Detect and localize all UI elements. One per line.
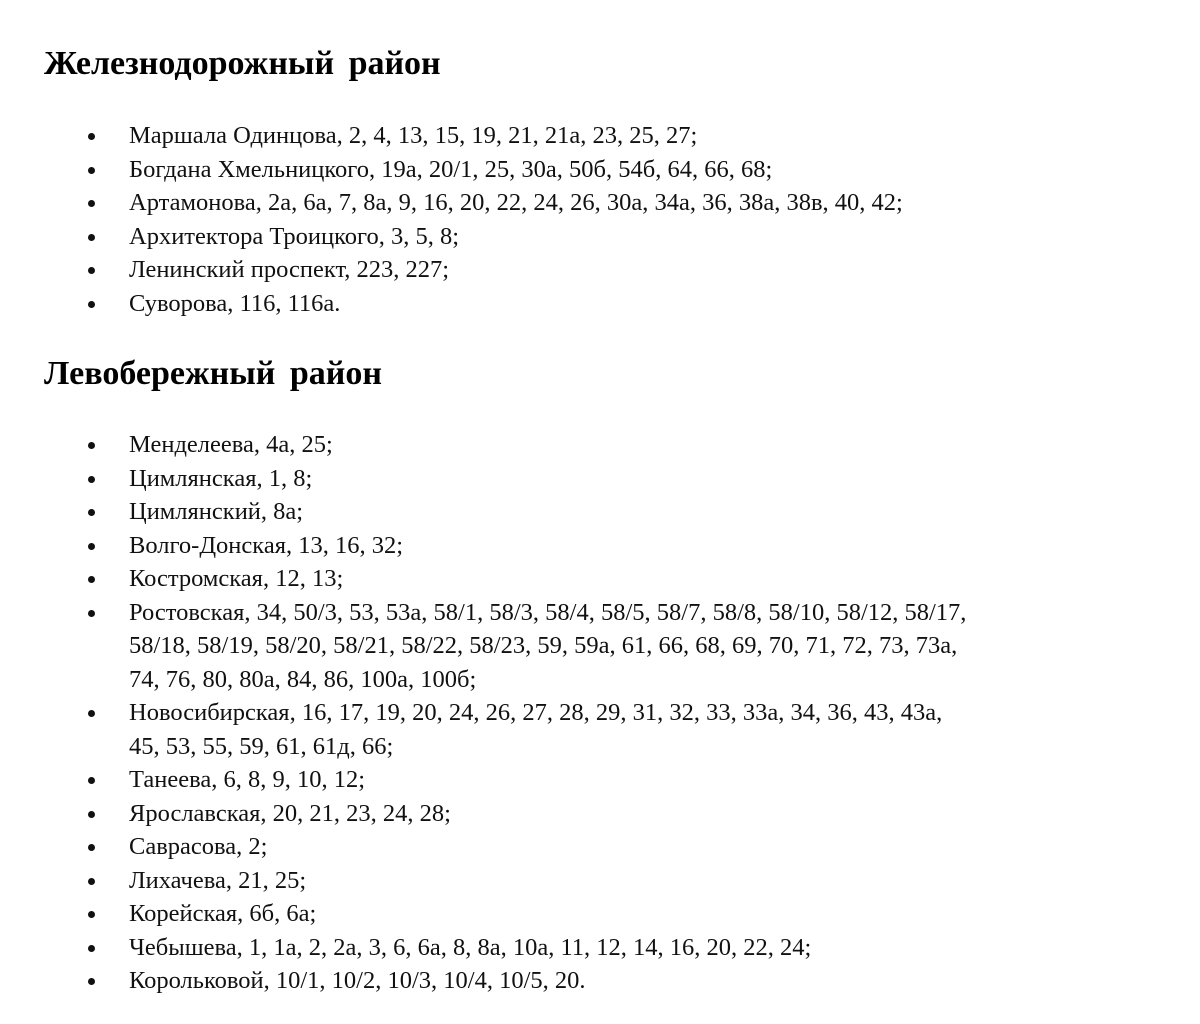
bullet-icon [88,442,95,449]
list-item-text: Ярославская, 20, 21, 23, 24, 28; [129,799,451,827]
list-item [0,931,1200,965]
list-item-text: Маршала Одинцова, 2, 4, 13, 15, 19, 21, 21а, 23, 25, 27; [129,122,698,149]
bullet-icon [88,777,95,784]
address-list-levoberezhny [0,428,1200,998]
bullet-icon [88,978,95,985]
bullet-icon [88,509,95,516]
list-item [0,220,1200,254]
list-item [0,763,1200,797]
address-list-zheleznodorozhny [0,119,1200,320]
list-item-text: Ростовская, 34, 50/3, 53, 53а, 58/1, 58/3, 58/4, 58/5, 58/7, 58/8, 58/10, 58/12, 58/17, [129,598,967,626]
list-item [0,119,1200,153]
bullet-icon [88,301,95,308]
list-item [0,864,1200,898]
list-item [0,529,1200,563]
bullet-icon [88,543,95,550]
bullet-icon [88,476,95,483]
list-item-text: Архитектора Троицкого, 3, 5, 8; [129,222,460,250]
bullet-icon [88,710,95,717]
bullet-icon [88,200,95,207]
list-item [0,897,1200,931]
list-item-text: Суворова, 116, 116а. [129,289,341,317]
list-item-text: 58/18, 58/19, 58/20, 58/21, 58/22, 58/23, 59, 59а, 61, 66, 68, 69, 70, 71, 72, 73, 73а, [129,632,958,659]
list-item-text: Менделеева, 4а, 25; [129,431,333,458]
list-item-text: Цимлянская, 1, 8; [129,464,313,492]
list-item-text: Ленинский проспект, 223, 227; [129,256,450,283]
list-item-text: 74, 76, 80, 80а, 84, 86, 100а, 100б; [129,665,477,693]
list-item [0,462,1200,496]
list-item-text: Волго-Донская, 13, 16, 32; [129,531,404,559]
bullet-icon [88,811,95,818]
list-item-text: Цимлянский, 8а; [129,498,304,525]
bullet-icon [88,267,95,274]
list-item-text: Танеева, 6, 8, 9, 10, 12; [129,766,366,793]
list-item-text: Костромская, 12, 13; [129,565,344,592]
list-item [0,696,1200,763]
list-item-text: 45, 53, 55, 59, 61, 61д, 66; [129,732,394,760]
bullet-icon [88,234,95,241]
list-item [0,596,1200,697]
bullet-icon [88,911,95,918]
bullet-icon [88,878,95,885]
list-item-text: Новосибирская, 16, 17, 19, 20, 24, 26, 27, 28, 29, 31, 32, 33, 33а, 34, 36, 43, 43а, [129,699,943,726]
bullet-icon [88,576,95,583]
bullet-icon [88,945,95,952]
list-item-text: Корольковой, 10/1, 10/2, 10/3, 10/4, 10/5, 20. [129,967,586,994]
bullet-icon [88,610,95,617]
list-item [0,153,1200,187]
list-item [0,562,1200,596]
section-title-levoberezhny: Левобережный район [44,355,382,392]
list-item-text: Богдана Хмельницкого, 19а, 20/1, 25, 30а, 50б, 54б, 64, 66, 68; [129,155,773,183]
list-item [0,287,1200,321]
list-item [0,797,1200,831]
list-item [0,495,1200,529]
list-item-text: Саврасова, 2; [129,833,268,860]
list-item-text: Корейская, 6б, 6а; [129,900,317,927]
list-item-text: Чебышева, 1, 1а, 2, 2а, 3, 6, 6а, 8, 8а, 10а, 11, 12, 14, 16, 20, 22, 24; [129,933,812,961]
list-item [0,830,1200,864]
section-title-zheleznodorozhny: Железнодорожный район [44,45,441,82]
list-item-text: Артамонова, 2а, 6а, 7, 8а, 9, 16, 20, 22, 24, 26, 30а, 34а, 36, 38а, 38в, 40, 42; [129,189,903,216]
list-item [0,253,1200,287]
list-item [0,186,1200,220]
bullet-icon [88,167,95,174]
bullet-icon [88,133,95,140]
list-item [0,428,1200,462]
list-item [0,964,1200,998]
list-item-text: Лихачева, 21, 25; [129,866,307,894]
bullet-icon [88,844,95,851]
